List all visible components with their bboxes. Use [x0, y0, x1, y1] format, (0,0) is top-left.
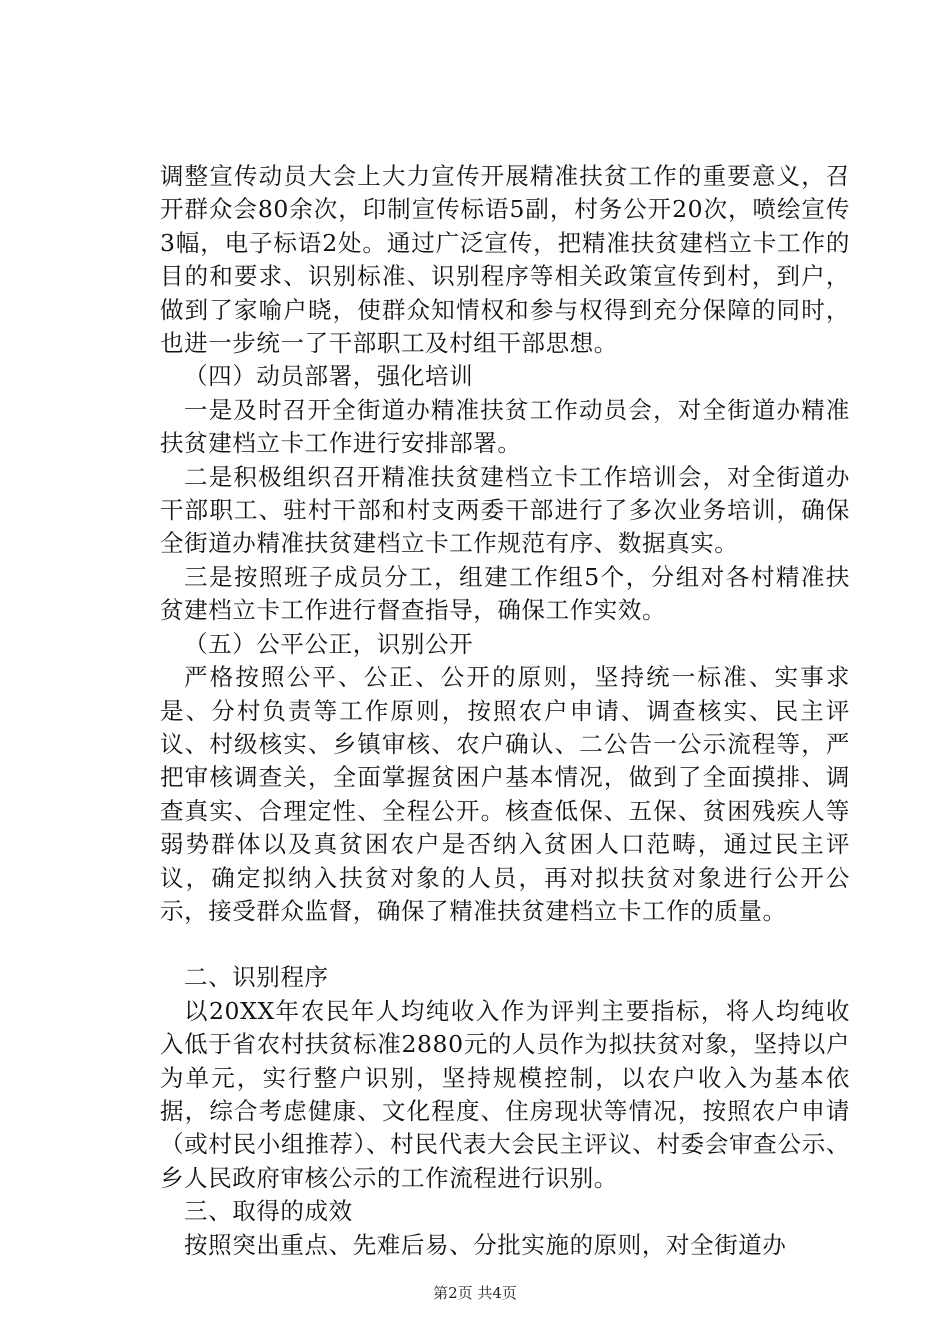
page-number: 第2页 共4页	[433, 1284, 517, 1302]
document-body	[160, 160, 850, 1262]
section-heading-identification: 二、识别程序	[184, 963, 329, 992]
section-heading-fairness: （五）公平公正，识别公开	[184, 629, 474, 658]
paragraph-fairness: 严格按照公平、公正、公开的原则，坚持统一标准、实事求是、分村负责等工作原则，按照农户申请、调查核实、民主评议、村级核实、乡镇审核、农户确认、二公告一公示流程等，严把审核调查关，全面掌握贫困户基本情况，做到了全面摸排、调查真实、合理定性、全程公开。核查低保、五保、贫困残疾人等弱势群体以及真贫困农户是否纳入贫困人口范畴，通过民主评议，确定拟纳入扶贫对象的人员，再对拟扶贫对象进行公开公示，接受群众监督，确保了精准扶贫建档立卡工作的质量。	[160, 663, 850, 925]
paragraph-mobilization-meeting: 一是及时召开全街道办精准扶贫工作动员会，对全街道办精准扶贫建档立卡工作进行安排部署。	[160, 395, 850, 458]
section-heading-results: 三、取得的成效	[184, 1197, 353, 1226]
paragraph-publicity: 调整宣传动员大会上大力宣传开展精准扶贫工作的重要意义，召开群众会80余次，印制宣传标语5副，村务公开20次，喷绘宣传3幅，电子标语2处。通过广泛宣传，把精准扶贫建档立卡工作的目的和要求、识别标准、识别程序等相关政策宣传到村，到户，做到了家喻户晓，使群众知情权和参与权得到充分保障的同时，也进一步统一了干部职工及村组干部思想。	[160, 162, 850, 358]
section-heading-mobilization: （四）动员部署，强化培训	[184, 362, 474, 391]
paragraph-work-groups: 三是按照班子成员分工，组建工作组5个，分组对各村精准扶贫建档立卡工作进行督查指导，确保工作实效。	[160, 562, 850, 625]
paragraph-training: 二是积极组织召开精准扶贫建档立卡工作培训会，对全街道办干部职工、驻村干部和村支两委干部进行了多次业务培训，确保全街道办精准扶贫建档立卡工作规范有序、数据真实。	[160, 462, 850, 558]
paragraph-identification: 以20XX年农民年人均纯收入作为评判主要指标，将人均纯收入低于省农村扶贫标准2880元的人员作为拟扶贫对象，坚持以户为单元，实行整户识别，坚持规模控制，以农户收入为基本依据，综合考虑健康、文化程度、住房现状等情况，按照农户申请（或村民小组推荐）、村民代表大会民主评议、村委会审查公示、乡人民政府审核公示的工作流程进行识别。	[160, 996, 850, 1192]
paragraph-results: 按照突出重点、先难后易、分批实施的原则，对全街道办	[184, 1230, 787, 1259]
